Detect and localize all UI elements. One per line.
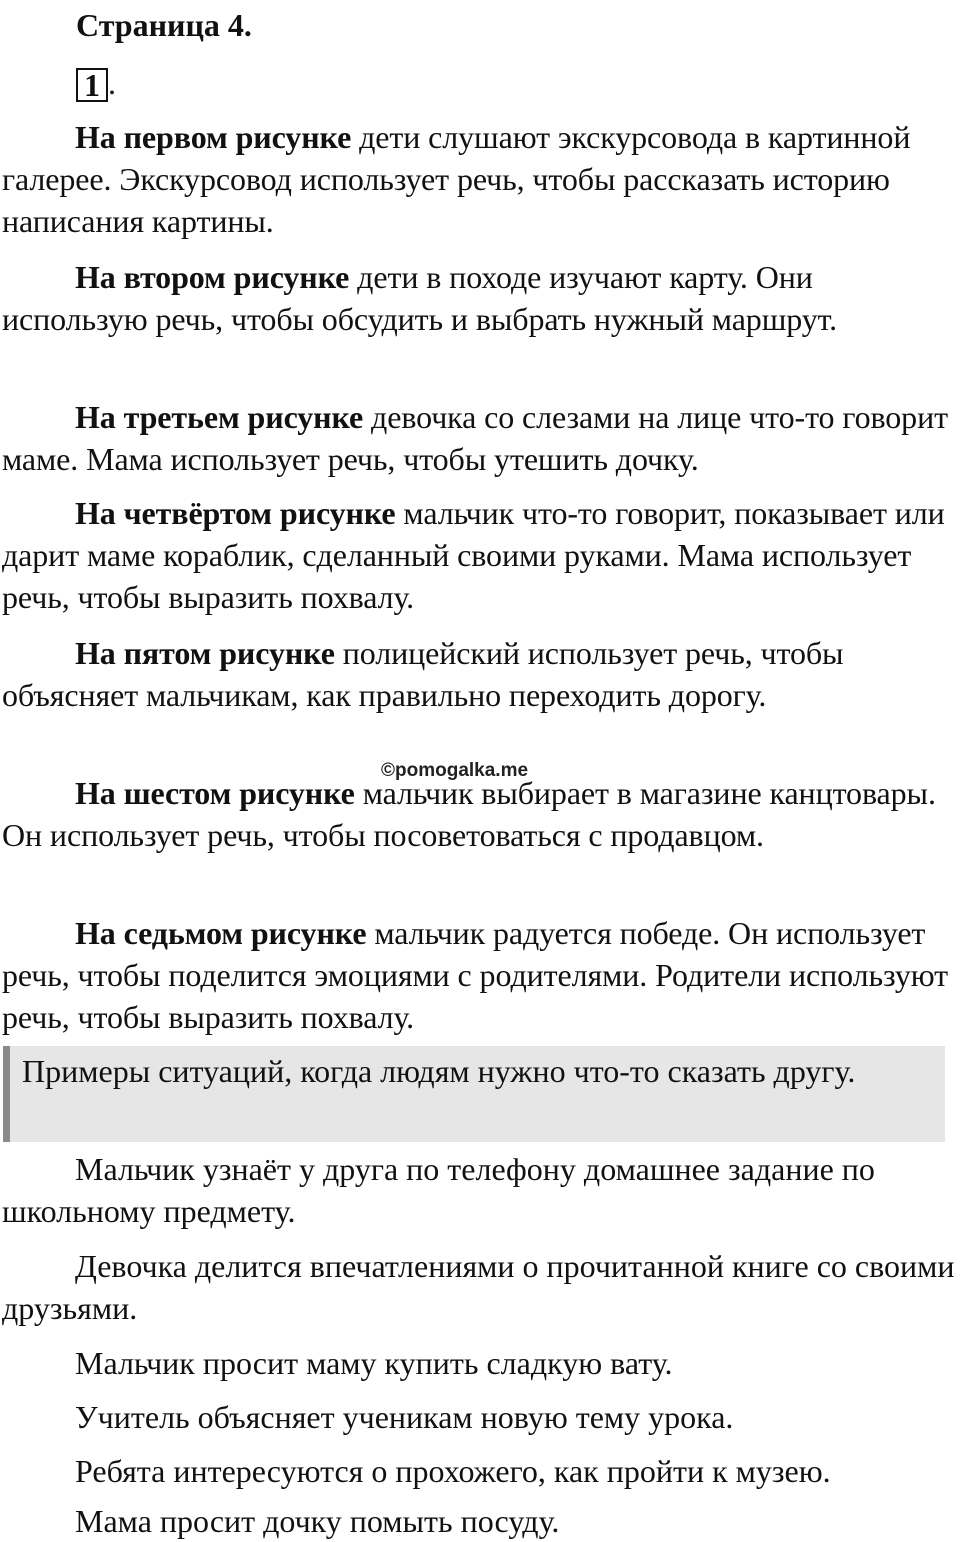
task-number: [76, 64, 116, 102]
example-item: Мальчик узнаёт у друга по телефону домашнее задание по школьному предмету.: [2, 1151, 875, 1229]
paragraph-lead: На пятом рисунке: [75, 635, 335, 671]
example-item: Девочка делится впечатлениями о прочитанной книге со своими друзьями.: [2, 1248, 955, 1326]
paragraph-lead: На третьем рисунке: [75, 399, 364, 435]
example-item: Учитель объясняет ученикам новую тему урока.: [75, 1399, 734, 1435]
task-number-box: 1: [76, 68, 108, 102]
paragraph-lead: На четвёртом рисунке: [75, 495, 396, 531]
paragraph-picture-3: [2, 396, 960, 480]
page-title: Страница 4.: [76, 7, 252, 43]
paragraph-picture-1: [2, 116, 960, 242]
paragraph-text: дети в походе изучают карту. Они использую речь, чтобы обсудить и выбрать нужный маршрут.: [2, 259, 837, 337]
paragraph-text: девочка со слезами на лице что-то говорит маме. Мама использует речь, чтобы утешить дочку.: [2, 399, 948, 477]
paragraph-picture-7: [2, 912, 960, 1038]
paragraph-text: дети слушают экскурсовода в картинной галерее. Экскурсовод использует речь, чтобы рассказать историю написания картины.: [2, 119, 911, 239]
note-text: Примеры ситуаций, когда людям нужно что-то сказать другу.: [22, 1053, 856, 1089]
example-item: Мальчик просит маму купить сладкую вату.: [75, 1345, 673, 1381]
example-item: Ребята интересуются о прохожего, как пройти к музею.: [75, 1453, 831, 1489]
paragraph-picture-4: [2, 492, 960, 618]
note-box: [3, 1046, 945, 1142]
paragraph-text: мальчик что-то говорит, показывает или дарит маме кораблик, сделанный своими руками. Мама использует речь, чтобы выразить похвалу.: [2, 495, 945, 615]
paragraph-picture-2: [2, 256, 960, 340]
paragraph-text: мальчик радуется победе. Он использует речь, чтобы поделится эмоциями с родителями. Родители используют речь, чтобы выразить похвалу.: [2, 915, 948, 1035]
watermark: ©pomogalka.me: [381, 760, 529, 781]
paragraph-text: полицейский использует речь, чтобы объясняет мальчикам, как правильно переходить дорогу.: [2, 635, 844, 713]
task-number-dot: .: [108, 65, 116, 101]
paragraph-lead: На шестом рисунке: [75, 775, 355, 811]
paragraph-picture-6: [2, 772, 960, 856]
paragraph-lead: На первом рисунке: [75, 119, 352, 155]
paragraph-lead: На седьмом рисунке: [75, 915, 367, 951]
paragraph-lead: На втором рисунке: [75, 259, 350, 295]
paragraph-picture-5: [2, 632, 960, 716]
example-item: Мама просит дочку помыть посуду.: [75, 1503, 560, 1539]
paragraph-text: мальчик выбирает в магазине канцтовары. Он использует речь, чтобы посоветоваться с продавцом.: [2, 775, 936, 853]
